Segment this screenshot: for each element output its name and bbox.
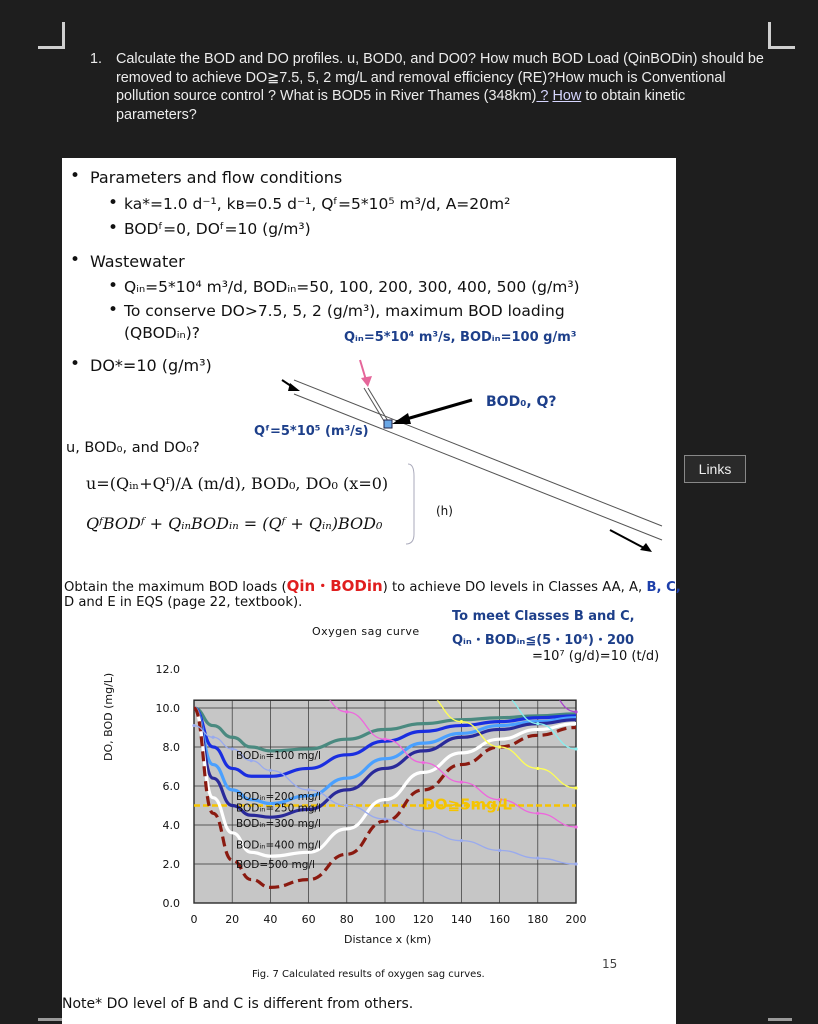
x-tick-label: 180	[527, 913, 549, 926]
series-point-7	[345, 710, 348, 713]
bullet-dot: •	[108, 218, 119, 238]
conserve-do-line: To conserve DO>7.5, 5, 2 (g/m³), maximum BOD loading	[124, 302, 565, 320]
x-tick-label: 60	[301, 913, 316, 926]
oxygen-sag-chart	[62, 563, 676, 993]
u-bod-do-question: u, BOD₀, and DO₀?	[66, 440, 200, 456]
series-point-7	[460, 781, 463, 784]
obtain-text-line2: D and E in EQS (page 22, textbook).	[64, 595, 303, 610]
river-diagram	[62, 158, 676, 563]
meet-line2: Qᵢₙ・BODᵢₙ≦(5・10⁴)・200	[452, 633, 635, 648]
question-block	[90, 50, 770, 124]
x-tick-label: 100	[374, 913, 396, 926]
series-point-6	[269, 769, 272, 772]
y-tick-label: 8.0	[162, 741, 180, 754]
links-button[interactable]: Links	[684, 455, 746, 483]
qin-bodin-highlight: Qin・BODin	[286, 577, 383, 595]
corner-marker-bottom-right	[768, 1018, 792, 1021]
bullet-dot: •	[108, 276, 119, 296]
question-link[interactable]: ?	[536, 88, 549, 104]
corner-marker-bottom-left	[38, 1018, 62, 1021]
curve-label-1: BODᵢₙ=200 mg/l	[236, 790, 321, 803]
x-tick-label: 200	[565, 913, 587, 926]
figure-oxygen-sag	[62, 563, 681, 993]
how-link[interactable]: How	[552, 88, 582, 104]
question-text: Calculate the BOD and DO profiles. u, BOD0, and DO0? How much BOD Load (QinBODin) should be removed to achieve DO≧7.5, 5, 2 mg/L and removal efficiency (RE)?How much is Conventional pollution source control ? What is BOD5 in River Thames (348km) ? How to obtain kinetic parameters?	[116, 51, 764, 123]
meet-line1: To meet Classes B and C,	[452, 609, 635, 624]
y-tick-label: 2.0	[162, 858, 180, 871]
series-line-10	[194, 563, 576, 712]
series-point-8	[574, 786, 577, 789]
series-point-10	[574, 710, 577, 713]
do-star: DO*=10 (g/m³)	[90, 356, 212, 375]
curve-label-4: BODᵢₙ=400 mg/l	[236, 839, 321, 852]
qbod-line: (QBODᵢₙ)?	[124, 324, 200, 342]
bullet-dot: •	[108, 193, 119, 213]
curve-label-2: BODᵢₙ=250 mg/l	[236, 802, 321, 815]
series-point-6	[498, 849, 501, 852]
x-axis-label: Distance x (km)	[344, 933, 432, 946]
y-tick-label: 10.0	[155, 702, 180, 715]
series-point-7	[536, 812, 539, 815]
series-point-8	[460, 720, 463, 723]
param-bod-do: BODᶠ=0, DOᶠ=10 (g/m³)	[124, 220, 311, 238]
series-point-7	[574, 825, 577, 828]
x-tick-label: 160	[489, 913, 511, 926]
series-point-9	[574, 747, 577, 750]
x-tick-label: 80	[339, 913, 354, 926]
question-number: 1.	[90, 51, 103, 67]
param-kinetics: ka*=1.0 d⁻¹, kʙ=0.5 d⁻¹, Qᶠ=5*10⁵ m³/d, A=20m²	[124, 195, 511, 213]
x-tick-label: 140	[450, 913, 472, 926]
y-tick-label: 0.0	[162, 897, 180, 910]
corner-marker-top-left	[38, 22, 65, 49]
page-number: 15	[602, 957, 618, 971]
qf-label: Qᶠ=5*10⁵ (m³/s)	[254, 424, 369, 439]
series-point-6	[460, 839, 463, 842]
series-point-6	[536, 857, 539, 860]
series-point-8	[498, 745, 501, 748]
x-tick-label: 0	[190, 913, 198, 926]
series-point-6	[192, 724, 195, 727]
bullet-dot: •	[70, 250, 81, 270]
slide-parameters	[62, 158, 676, 563]
meet-line3: =10⁷ (g/d)=10 (t/d)	[532, 649, 660, 664]
series-point-6	[212, 736, 215, 739]
series-point-8	[536, 767, 539, 770]
curve-label-5: BOD=500 mg/l	[236, 859, 315, 871]
chart-title: Oxygen sag curve	[312, 625, 420, 638]
series-point-9	[536, 722, 539, 725]
bod-q-label: BOD₀, Q?	[486, 394, 557, 410]
threshold-label: DO≧5mg/L	[422, 795, 512, 814]
x-tick-label: 40	[263, 913, 278, 926]
x-tick-label: 20	[225, 913, 240, 926]
qin-note: Qᵢₙ=5*10⁴ m³/s, BODᵢₙ=100 g/m³	[344, 330, 577, 345]
x-tick-label: 120	[412, 913, 434, 926]
corner-marker-top-right	[768, 22, 795, 49]
h-label: (h)	[436, 504, 453, 518]
mass-balance-equation: QᶠBODᶠ + QᵢₙBODᵢₙ = (Qᶠ + Qᵢₙ)BOD₀	[86, 514, 383, 533]
y-axis-label: DO, BOD (mg/L)	[102, 672, 115, 761]
wastewater-flow: Qᵢₙ=5*10⁴ m³/d, BODᵢₙ=50, 100, 200, 300, 400, 500 (g/m³)	[124, 278, 580, 296]
series-point-7	[422, 761, 425, 764]
series-point-6	[574, 862, 577, 865]
series-point-7	[383, 738, 386, 741]
bullet-dot: •	[70, 166, 81, 186]
y-tick-label: 4.0	[162, 819, 180, 832]
note-text: Note* DO level of B and C is different from others.	[62, 996, 414, 1012]
series-point-6	[422, 829, 425, 832]
note-bar	[62, 993, 676, 1024]
y-tick-label: 6.0	[162, 780, 180, 793]
parameters-heading: Parameters and flow conditions	[90, 168, 343, 187]
series-point-6	[345, 804, 348, 807]
wastewater-heading: Wastewater	[90, 252, 185, 271]
curve-label-3: BODᵢₙ=300 mg/l	[236, 818, 321, 831]
obtain-text-line1: Obtain the maximum BOD loads (Qin・BODin) to achieve DO levels in Classes AA, A, B, C,	[64, 577, 681, 595]
bullet-dot: •	[70, 354, 81, 374]
bullet-dot: •	[108, 300, 119, 320]
curve-label-0: BODᵢₙ=100 mg/l	[236, 749, 321, 762]
y-tick-label: 12.0	[155, 663, 180, 676]
series-point-6	[383, 818, 386, 821]
figure-caption: Fig. 7 Calculated results of oxygen sag curves.	[252, 969, 485, 980]
velocity-equation: u=(Qᵢₙ+Qᶠ)/A (m/d), BOD₀, DO₀ (x=0)	[86, 474, 389, 493]
class-bc-highlight: B, C,	[646, 580, 681, 595]
series-point-6	[231, 747, 234, 750]
